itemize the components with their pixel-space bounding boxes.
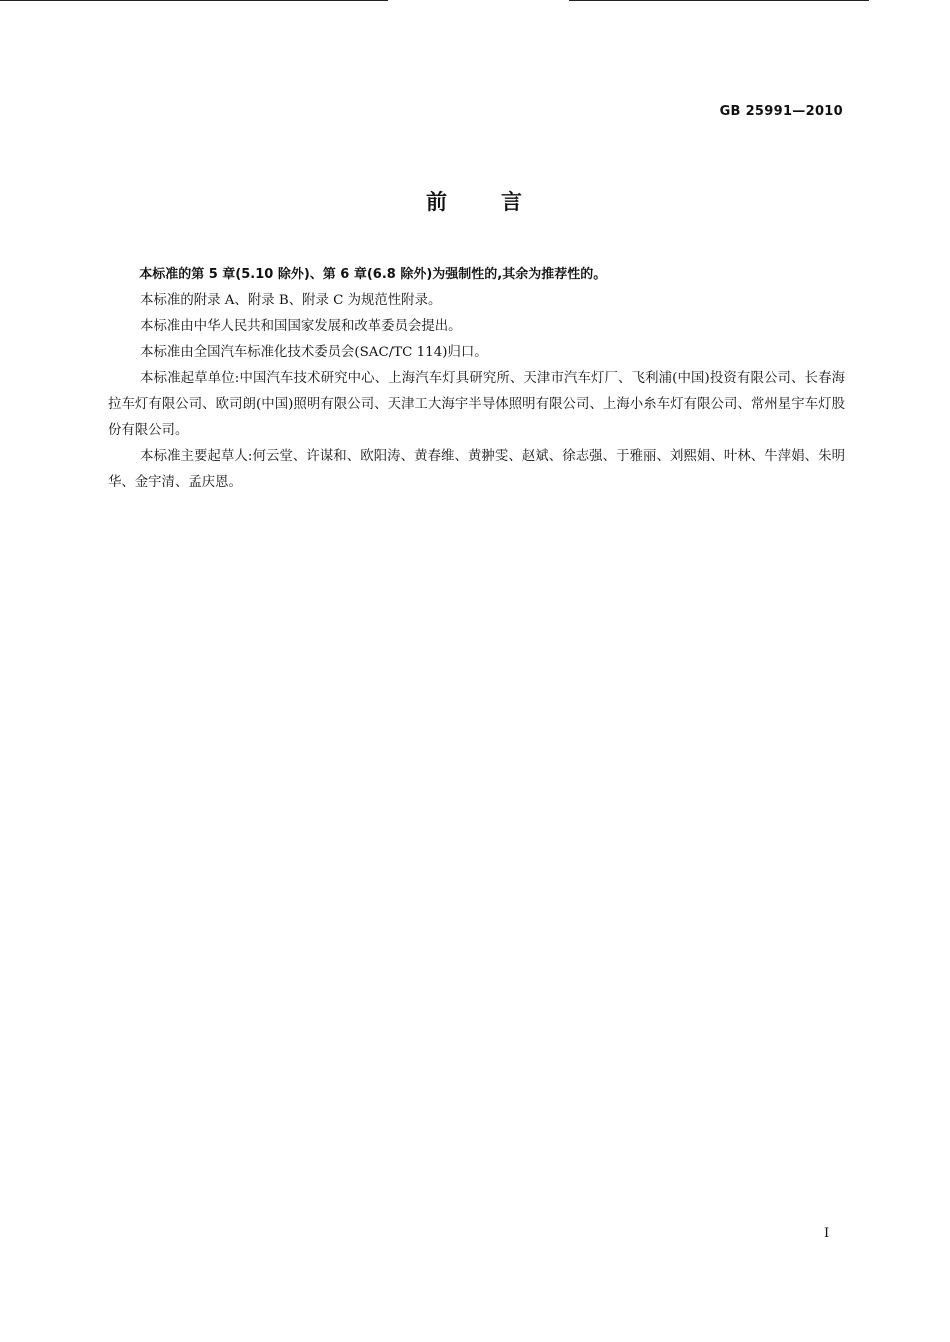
title-char-1: 前 — [426, 190, 449, 214]
paragraph-drafters: 本标准主要起草人:何云堂、许谋和、欧阳涛、黄春维、黄翀雯、赵斌、徐志强、于雅丽、刘熙娟、叶林、牛萍娟、朱明华、金宇清、孟庆恩。 — [108, 449, 845, 490]
paragraph-drafting-units: 本标准起草单位:中国汽车技术研究中心、上海汽车灯具研究所、天津市汽车灯厂、飞利浦(中国)投资有限公司、长春海拉车灯有限公司、欧司朗(中国)照明有限公司、天津工大海宇半导体照明有限公司、上海小糸车灯有限公司、常州星宇车灯股份有限公司。 — [108, 371, 845, 438]
title-char-2: 言 — [501, 190, 524, 214]
paragraph-mandatory-scope: 本标准的第 5 章(5.10 除外)、第 6 章(6.8 除外)为强制性的,其余为推荐性的。 — [139, 267, 607, 282]
section-title — [0, 186, 950, 216]
page-number: I — [824, 1226, 830, 1241]
paragraph-proposer: 本标准由中华人民共和国国家发展和改革委员会提出。 — [140, 319, 462, 334]
preface-body — [108, 262, 845, 496]
header-rule-right — [569, 0, 869, 1]
paragraph-annexes: 本标准的附录 A、附录 B、附录 C 为规范性附录。 — [140, 293, 442, 308]
standard-code: GB 25991—2010 — [719, 104, 843, 119]
paragraph-administration: 本标准由全国汽车标准化技术委员会(SAC/TC 114)归口。 — [140, 345, 488, 360]
header-rule-left — [0, 0, 388, 1]
